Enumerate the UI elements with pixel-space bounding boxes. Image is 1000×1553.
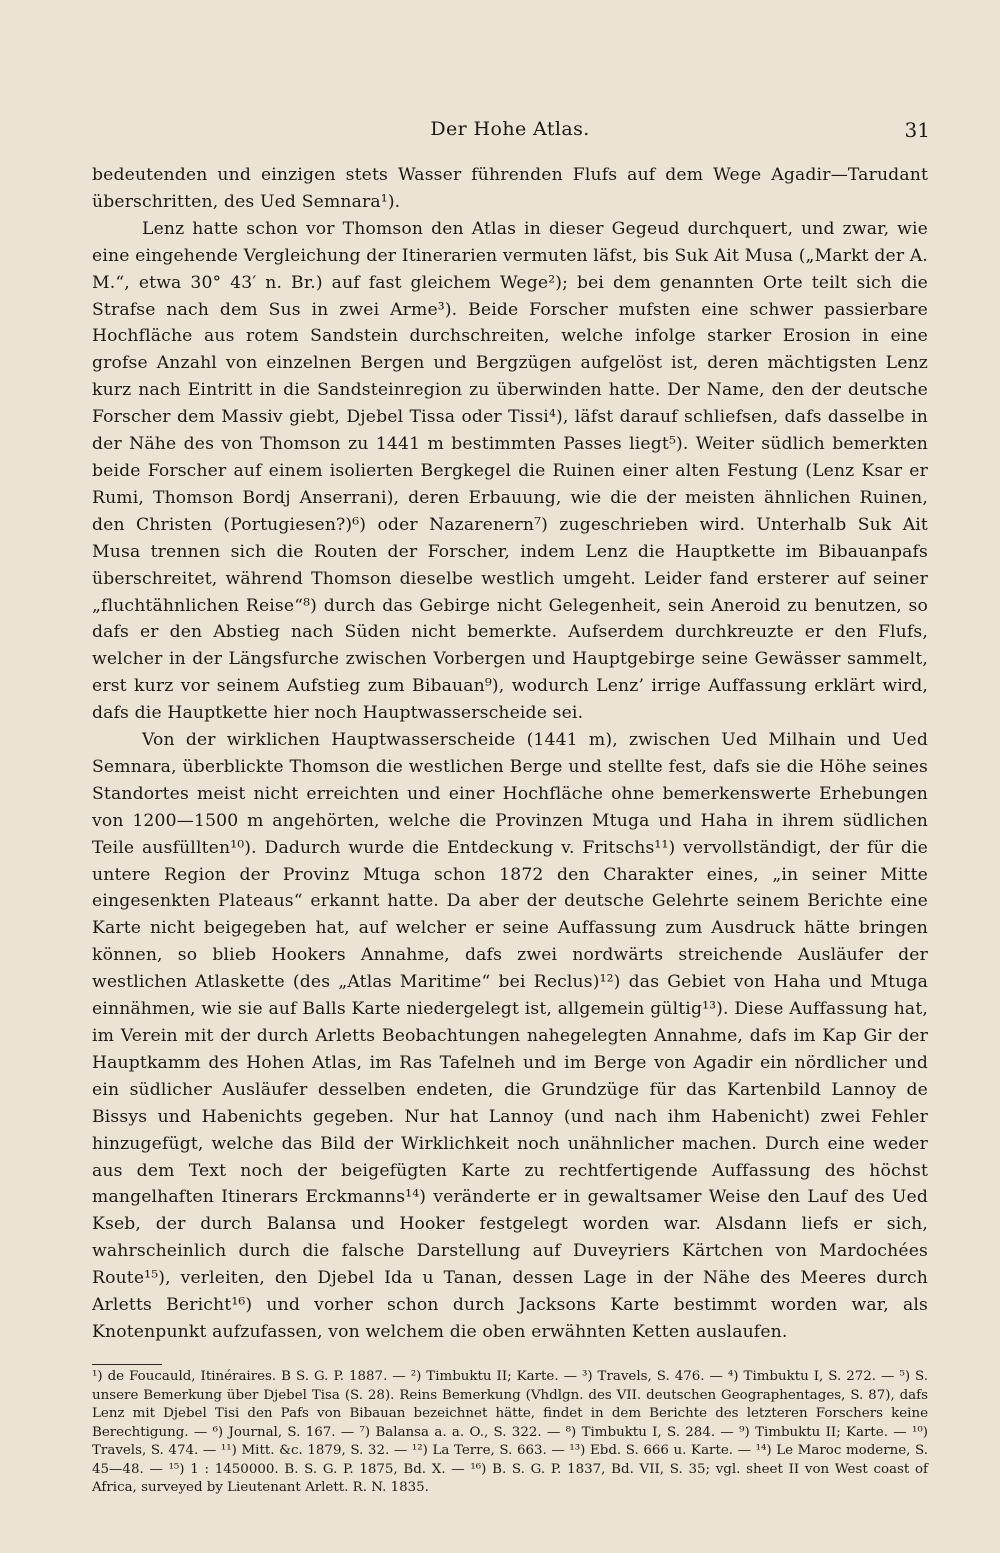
- running-title: Der Hohe Atlas.: [430, 118, 590, 140]
- footnote-rule: [92, 1364, 162, 1365]
- paragraph: bedeutenden und einzigen stets Wasser führenden Flufs auf dem Wege Agadir—Tarudant überschritten, des Ued Semnara¹).: [92, 165, 928, 212]
- page-number: 31: [904, 118, 930, 142]
- footnotes: [92, 1368, 928, 1498]
- paragraph: Lenz hatte schon vor Thomson den Atlas in dieser Gegeud durchquert, und zwar, wie eine eingehende Vergleichung der Itinerarien vermuten läfst, bis Suk Ait Musa („Markt der A. M.“, etwa 30° 43′ n. Br.) auf fast gleichem Wege²); bei dem genannten Orte teilt sich die Strafse nach dem Sus in zwei Arme³). Beide Forscher mufsten eine schwer passierbare Hochfläche aus rotem Sandstein durchschreiten, welche infolge starker Erosion in eine grofse Anzahl von einzelnen Bergen und Bergzügen aufgelöst ist, deren mächtigsten Lenz kurz nach Eintritt in die Sandsteinregion zu überwinden hatte. Der Name, den der deutsche Forscher dem Massiv giebt, Djebel Tissa oder Tissi⁴), läfst darauf schliefsen, dafs dasselbe in der Nähe des von Thomson zu 1441 m bestimmten Passes liegt⁵). Weiter südlich bemerkten beide Forscher auf einem isolierten Bergkegel die Ruinen einer alten Festung (Lenz Ksar er Rumi, Thomson Bordj Anserrani), deren Erbauung, wie die der meisten ähnlichen Ruinen, den Christen (Portugiesen?)⁶) oder Nazarenern⁷) zugeschrieben wird. Unterhalb Suk Ait Musa trennen sich die Routen der Forscher, indem Lenz die Hauptkette im Bibauanpafs überschreitet, während Thomson dieselbe westlich umgeht. Leider fand ersterer auf seiner „fluchtähnlichen Reise“⁸) durch das Gebirge nicht Gelegenheit, sein Aneroid zu benutzen, so dafs er den Abstieg nach Süden nicht bemerkte. Aufserdem durchkreuzte er den Flufs, welcher in der Längsfurche zwischen Vorbergen und Hauptgebirge seine Gewässer sammelt, erst kurz vor seinem Aufstieg zum Bibauan⁹), wodurch Lenz’ irrige Auffassung erklärt wird, dafs die Hauptkette hier noch Hauptwasserscheide sei.: [92, 218, 928, 724]
- footnote-text: ¹) de Foucauld, Itinéraires. B S. G. P. 1887. — ²) Timbuktu II; Karte. — ³) Travels, S. 476. — ⁴) Timbuktu I, S. 272. — ⁵) S. unsere Bemerkung über Djebel Tisa (S. 28). Reins Bemerkung (Vhdlgn. des VII. deutschen Geographentages, S. 87), dafs Lenz mit Djebel Tisi den Pafs von Bibauan bezeichnet hätte, findet in dem Berichte des letzteren Forschers keine Berechtigung. — ⁶) Journal, S. 167. — ⁷) Balansa a. a. O., S. 322. — ⁸) Timbuktu I, S. 284. — ⁹) Timbuktu II; Karte. — ¹⁰) Travels, S. 474. — ¹¹) Mitt. &c. 1879, S. 32. — ¹²) La Terre, S. 663. — ¹³) Ebd. S. 666 u. Karte. — ¹⁴) Le Maroc moderne, S. 45—48. — ¹⁵) 1 : 1450000. B. S. G. P. 1875, Bd. X. — ¹⁶) B. S. G. P. 1837, Bd. VII, S. 35; vgl. sheet II von West coast of Africa, surveyed by Lieutenant Arlett. R. N. 1835.: [92, 1369, 928, 1495]
- paragraph: Von der wirklichen Hauptwasserscheide (1441 m), zwischen Ued Milhain und Ued Semnara, überblickte Thomson die westlichen Berge und stellte fest, dafs sie die Höhe seines Standortes meist nicht erreichten und einer Hochfläche ohne bemerkenswerte Erhebungen von 1200—1500 m angehörten, welche die Provinzen Mtuga und Haha in ihrem südlichen Teile ausfüllten¹⁰). Dadurch wurde die Entdeckung v. Fritschs¹¹) vervollständigt, der für die untere Region der Provinz Mtuga schon 1872 den Charakter eines, „in seiner Mitte eingesenkten Plateaus“ erkannt hatte. Da aber der deutsche Gelehrte seinem Berichte eine Karte nicht beigegeben hat, auf welcher er seine Auffassung zum Ausdruck hätte bringen können, so blieb Hookers Annahme, dafs zwei nordwärts streichende Ausläufer der westlichen Atlaskette (des „Atlas Maritime“ bei Reclus)¹²) das Gebiet von Haha und Mtuga einnähmen, wie sie auf Balls Karte niedergelegt ist, allgemein gültig¹³). Diese Auffassung hat, im Verein mit der durch Arletts Beobachtungen nahegelegten Annahme, dafs im Kap Gir der Hauptkamm des Hohen Atlas, im Ras Tafelneh und im Berge von Agadir ein nördlicher und ein südlicher Ausläufer desselben endeten, die Grundzüge für das Kartenbild Lannoy de Bissys und Habenichts gegeben. Nur hat Lannoy (und nach ihm Habenicht) zwei Fehler hinzugefügt, welche das Bild der Wirklichkeit noch unähnlicher machen. Durch eine weder aus dem Text noch der beigefügten Karte zu rechtfertigende Auffassung des höchst mangelhaften Itinerars Erckmanns¹⁴) veränderte er in gewaltsamer Weise den Lauf des Ued Kseb, der durch Balansa und Hooker festgelegt worden war. Alsdann liefs er sich, wahrscheinlich durch die falsche Darstellung auf Duveyriers Kärtchen von Mardochées Route¹⁵), verleiten, den Djebel Ida u Tanan, dessen Lage in der Nähe des Meeres durch Arletts Bericht¹⁶) und vorher schon durch Jacksons Karte bestimmt worden war, als Knotenpunkt aufzufassen, von welchem die oben erwähnten Ketten auslaufen.: [92, 730, 928, 1342]
- body-text: [92, 162, 928, 1346]
- page-header: [90, 118, 930, 148]
